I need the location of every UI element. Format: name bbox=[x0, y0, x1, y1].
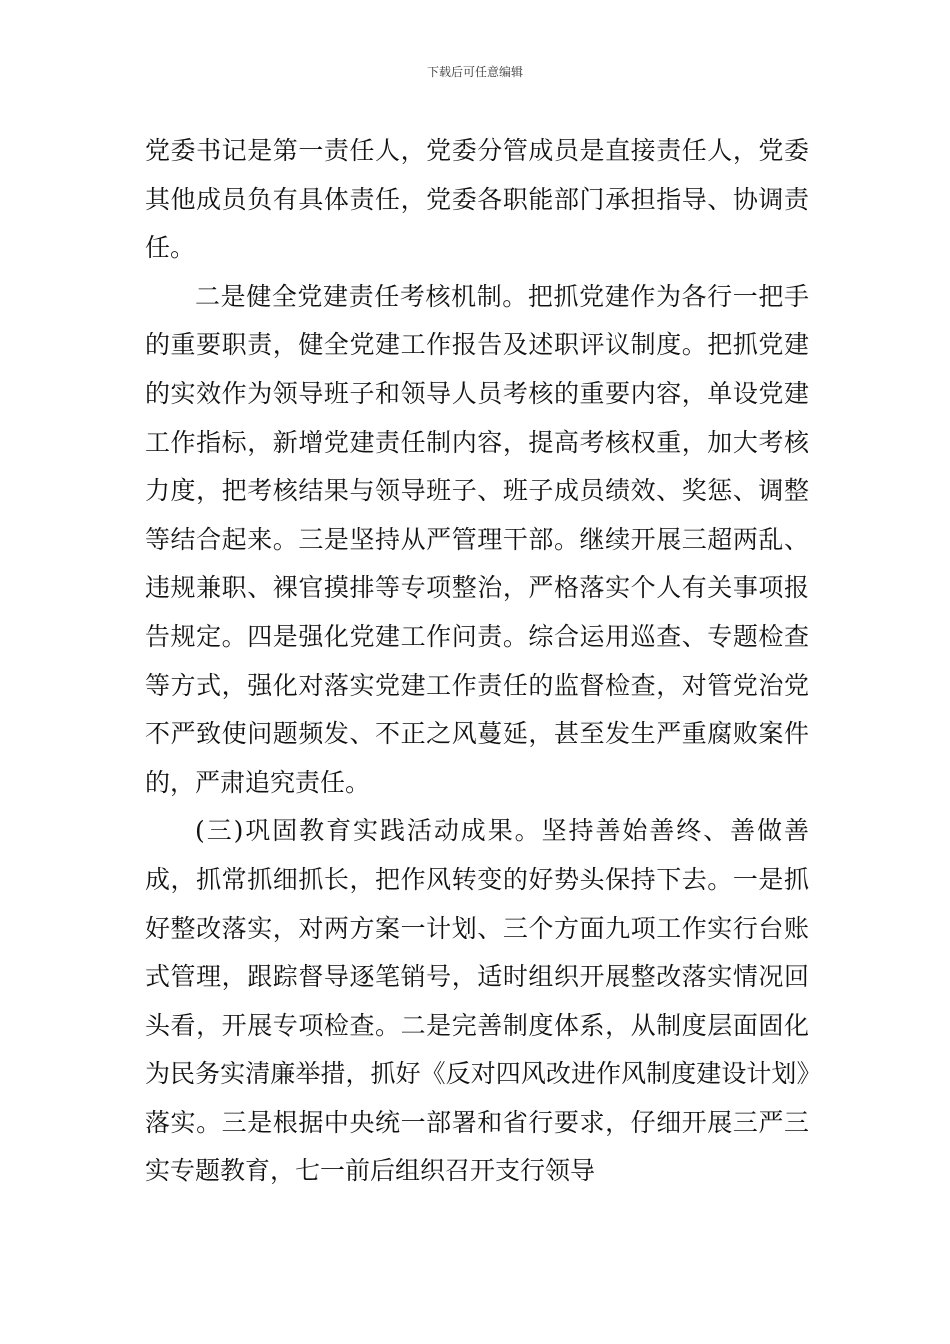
paragraph-2: 二是健全党建责任考核机制。把抓党建作为各行一把手的重要职责，健全党建工作报告及述职评议制度。把抓党建的实效作为领导班子和领导人员考核的重要内容，单设党建工作指标，新增党建责任制内容，提高考核权重，加大考核力度，把考核结果与领导班子、班子成员绩效、奖惩、调整等结合起来。三是坚持从严管理干部。继续开展三超两乱、违规兼职、裸官摸排等专项整治，严格落实个人有关事项报告规定。四是强化党建工作问责。综合运用巡查、专题检查等方式，强化对落实党建工作责任的监督检查，对管党治党不严致使问题频发、不正之风蔓延，甚至发生严重腐败案件的，严肃追究责任。 bbox=[145, 281, 809, 797]
page-header: 下载后可任意编辑 bbox=[426, 65, 523, 79]
paragraph-3: (三)巩固教育实践活动成果。坚持善始善终、善做善成，抓常抓细抓长，把作风转变的好势头保持下去。一是抓好整改落实，对两方案一计划、三个方面九项工作实行台账式管理，跟踪督导逐笔销号，适时组织开展整改落实情况回头看，开展专项检查。二是完善制度体系，从制度层面固化为民务实清廉举措，抓好《反对四风改进作风制度建设计划》落实。三是根据中央统一部署和省行要求，仔细开展三严三实专题教育，七一前后组织召开支行领导 bbox=[145, 816, 809, 1186]
paragraph-1: 党委书记是第一责任人，党委分管成员是直接责任人，党委其他成员负有具体责任，党委各职能部门承担指导、协调责任。 bbox=[145, 136, 809, 263]
document-body bbox=[145, 127, 809, 1196]
